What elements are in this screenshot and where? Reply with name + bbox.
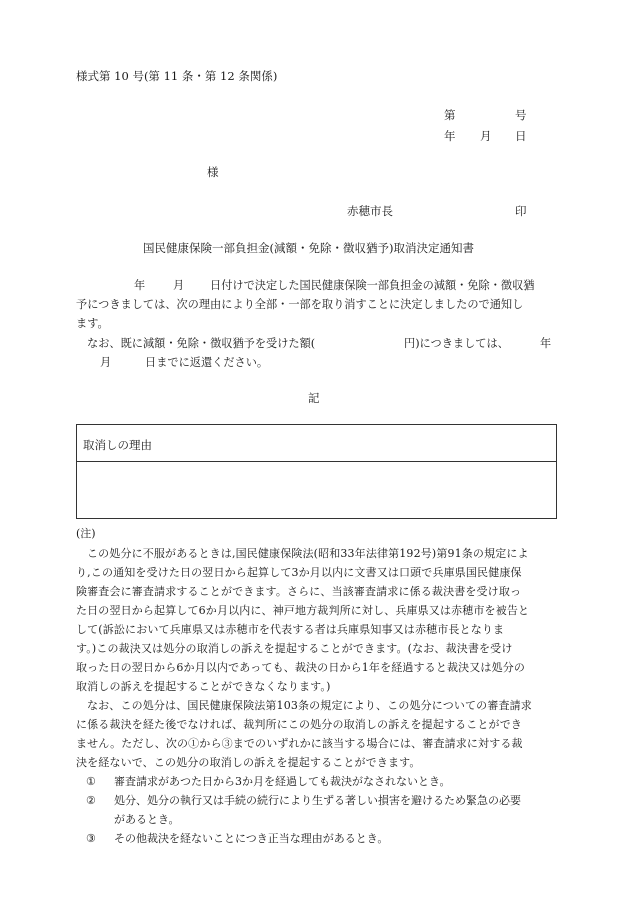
item-text: その他裁決を経ないことにつき正当な理由があるとき。 [114,832,389,845]
document-number-suffix: 号 [515,108,527,122]
sender-name: 赤穂市長 [347,204,393,218]
recipient-honorific: 様 [207,165,219,179]
notes-item-1 [86,772,556,791]
seal-mark: 印 [515,204,527,218]
item-number: ③ [86,832,96,845]
reason-divider [77,461,556,462]
reason-box [76,424,557,519]
notes-paragraph-1 [76,544,558,696]
body-line-3: ます。 [76,317,109,330]
refund-month-label: 月 [100,356,112,369]
notes-p1-line: 取った日の翌日から6か月以内であっても、裁決の日から1年を経過すると裁決又は処分の [76,661,526,674]
refund-year-label: 年 [540,337,552,350]
form-label: 様式第 10 号(第 11 条・第 12 条関係) [76,69,278,83]
notes-item-3 [86,829,556,848]
notes-item-2 [86,791,556,810]
notes-p1-line: して(訴訟において兵庫県又は赤穂市を代表する者は兵庫県知事又は赤穂市長となりま [76,623,505,636]
date-month-label: 月 [480,129,492,143]
body-line-1: 日付けで決定した国民健康保険一部負担金の減額・免除・徴収猶 [210,279,535,292]
body-year-label: 年 [134,279,146,292]
notes-p1-line: り,この通知を受けた日の翌日から起算して3か月以内に文書又は口頭で兵庫県国民健康保 [76,566,522,579]
date-day-label: 日 [515,129,527,143]
document-title: 国民健康保険一部負担金(減額・免除・徴収猶予)取消決定通知書 [143,241,474,255]
ki-heading: 記 [308,391,320,405]
notes-p2-line: なお、この処分は、国民健康保険法第103条の規定により、この処分についての審査請求 [87,699,532,712]
notes-p1-line: す。)この裁決又は処分の取消しの訴えを提起することができます。(なお、裁決書を受け [76,642,513,655]
item-number: ① [86,775,96,788]
item-text: 処分、処分の執行又は手続の続行により生ずる著しい損害を避けるため緊急の必要 [114,794,521,807]
item-text: 審査請求があつた日から3か月を経過しても裁決がなされないとき。 [114,775,451,788]
refund-deadline-text: 日までに返還ください。 [145,356,269,369]
body-line-2: 予につきましては、次の理由により全部・一部を取り消すことに決定しましたので通知し [76,298,524,311]
refund-line-start: なお、既に減額・免除・徴収猶予を受けた額( [87,337,316,350]
item-number: ② [86,794,96,807]
notes-p1-line: た日の翌日から起算して6か月以内に、神戸地方裁判所に対し、兵庫県又は赤穂市を被告と [76,604,530,617]
notes-item-2-continuation: があるとき。 [114,813,180,826]
reason-label: 取消しの理由 [83,438,152,452]
document-number-prefix: 第 [444,108,456,122]
date-year-label: 年 [444,129,456,143]
notes-p2-line: に係る裁決を経た後でなければ、裁判所にこの処分の取消しの訴えを提起することができ [76,718,522,731]
notes-p2-line: 決を経ないで、この処分の取消しの訴えを提起することができます。 [76,756,421,769]
notes-heading: (注) [76,527,96,540]
notes-p2-line: ません。ただし、次の①から③までのいずれかに該当する場合には、審査請求に対する裁 [76,737,523,750]
notes-p1-line: 険審査会に審査請求することができます。さらに、当該審査請求に係る裁決書を受け取っ [76,585,522,598]
refund-yen-text: 円)につきましては、 [404,337,509,350]
body-month-label: 月 [173,279,185,292]
notes-p1-line: この処分に不服があるときは,国民健康保険法(昭和33年法律第192号)第91条の規定によ [87,547,529,560]
notes-p1-line: 取消しの訴えを提起することができなくなります。) [76,680,331,693]
notes-paragraph-2 [76,696,558,772]
